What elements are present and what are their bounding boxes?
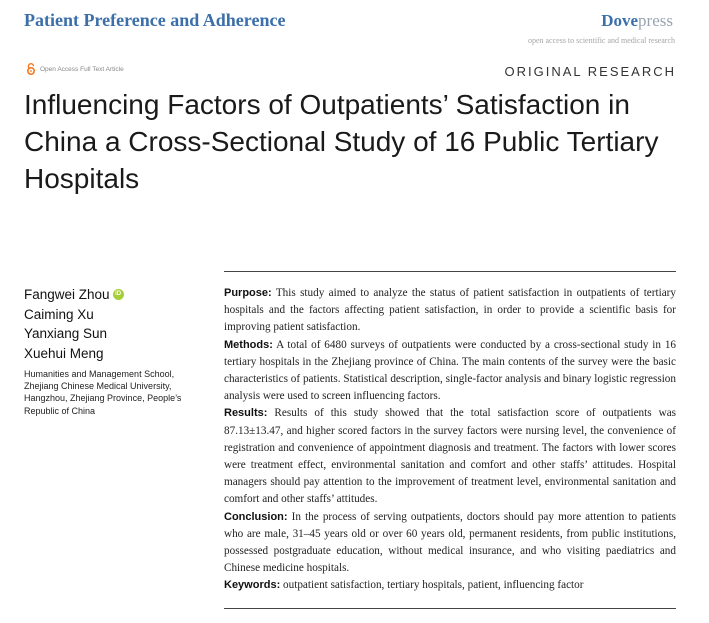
author-item (24, 344, 124, 364)
open-access-label: Open Access Full Text Article (40, 65, 124, 73)
author-item (24, 305, 124, 325)
abstract-bottom-divider (224, 608, 676, 609)
open-access-lock-icon (26, 63, 36, 75)
article-title: Influencing Factors of Outpatients’ Satisfaction in China a Cross-Sectional Study of 16 Public Tertiary Hospitals (24, 89, 659, 194)
journal-name: Patient Preference and Adherence (24, 10, 286, 30)
author-name[interactable]: Fangwei Zhou (24, 287, 110, 302)
publisher-tagline: open access to scientific and medical research (527, 36, 675, 45)
author-item (24, 285, 124, 305)
methods-label: Methods: (224, 338, 273, 351)
methods-text: A total of 6480 surveys of outpatients were conducted by a cross-sectional study in 16 tertiary hospitals in the Zhejiang province of China. The main contents of the survey were the basic characteristics of patients. Statistical description, single-factor analysis and binary logistic regression analysis were used to screen influencing factors. (224, 338, 677, 403)
results-label: Results: (224, 407, 268, 420)
abstract-purpose (224, 285, 676, 337)
purpose-text: This study aimed to analyze the status of patient satisfaction in outpatients of tertiary hospitals and the factors affecting patient satisfaction, in order to provide a scientific basis for improving patient satisfaction. (224, 287, 676, 334)
author-item (24, 324, 124, 344)
abstract-methods (224, 337, 676, 406)
author-list (24, 285, 124, 363)
abstract-conclusion (224, 509, 676, 578)
author-name[interactable]: Caiming Xu (24, 306, 94, 322)
keywords-text: outpatient satisfaction, tertiary hospitals, patient, influencing factor (283, 579, 584, 592)
publisher-logo-part1: Dove (601, 11, 639, 30)
author-name[interactable]: Yanxiang Sun (24, 326, 108, 341)
abstract-keywords (224, 577, 676, 594)
orcid-icon[interactable]: iD (113, 289, 124, 300)
open-access-badge (26, 63, 124, 75)
conclusion-label: Conclusion: (224, 510, 288, 523)
publisher-logo[interactable] (601, 11, 673, 31)
purpose-label: Purpose: (224, 287, 272, 299)
publisher-logo-part2: press (638, 11, 673, 30)
keywords-label: Keywords: (224, 579, 281, 592)
abstract-results (224, 405, 676, 508)
author-affiliation: Humanities and Management School, Zhejiang Chinese Medical University, Hangzhou, Zhejiang Province, People’s Republic of China (24, 369, 182, 416)
article-type: ORIGINAL RESEARCH (504, 64, 676, 79)
abstract-top-divider (224, 271, 676, 272)
results-text: Results of this study showed that the total satisfaction score of outpatients was 87.13±13.47, and higher scored factors in the survey factors were nursing level, the convenience of registration and convenience of appointment diagnosis and treatment. The factors with lower scores were treatment effect, environmental sanitation and comfort and other staffs’ attitudes. Hospital managers should pay attention to the improvement of treatment level, environmental sanitation and comfort and other staffs’ attitudes. (224, 407, 677, 506)
author-name[interactable]: Xuehui Meng (24, 345, 104, 361)
conclusion-text: In the process of serving outpatients, doctors should pay more attention to patients who are male, 31–45 years old or over 60 years old, permanent residents, from public institutions, possessed postgraduate education, without medical insurance, and who visiting paediatrics and Chinese medicine hospitals. (224, 510, 676, 575)
abstract (224, 285, 676, 595)
